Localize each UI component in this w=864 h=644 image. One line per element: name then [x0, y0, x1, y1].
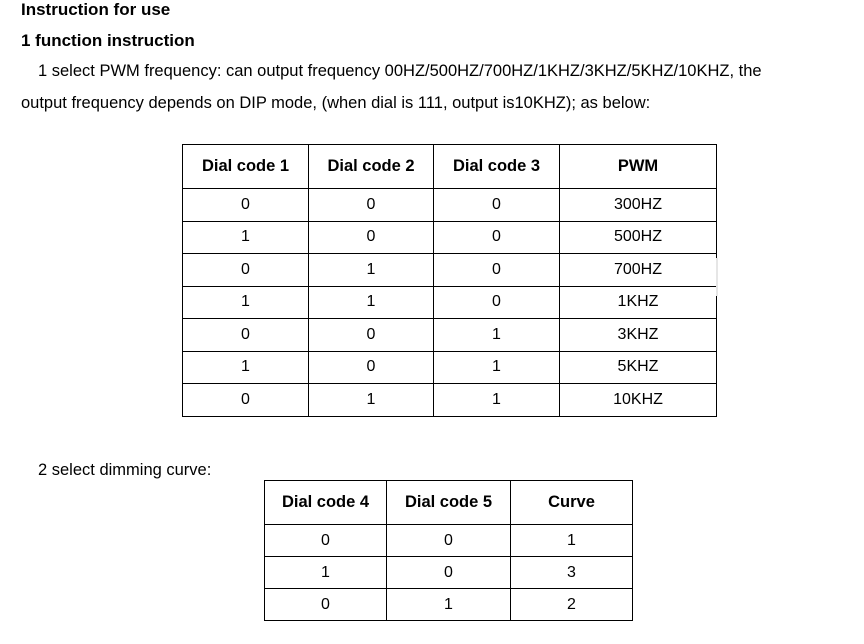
column-header: Dial code 2 [309, 145, 434, 189]
table-cell: 1 [183, 221, 309, 254]
table-cell: 1 [309, 384, 434, 417]
table-cell: 500HZ [560, 221, 717, 254]
table-row [183, 351, 717, 384]
table-cell: 0 [434, 286, 560, 319]
table-cell: 1 [434, 384, 560, 417]
section-2-title: 2 select dimming curve: [38, 461, 212, 479]
page-heading: Instruction for use [21, 0, 171, 19]
section-1-text-line-1: 1 select PWM frequency: can output frequency 00HZ/500HZ/700HZ/1KHZ/3KHZ/5KHZ/10KHZ, the [38, 62, 762, 80]
table-cell: 0 [183, 189, 309, 222]
pwm-frequency-table [182, 144, 717, 417]
table-row [183, 384, 717, 417]
table-cell: 700HZ [560, 254, 717, 287]
table-cell: 0 [309, 319, 434, 352]
column-header: Dial code 5 [387, 481, 511, 525]
table-cell: 0 [434, 221, 560, 254]
table-cell: 0 [183, 319, 309, 352]
table-cell: 0 [183, 254, 309, 287]
table-cell: 1 [309, 254, 434, 287]
table-cell: 1 [183, 351, 309, 384]
table-header-row [265, 481, 633, 525]
column-header: Dial code 1 [183, 145, 309, 189]
table-cell: 3 [511, 557, 633, 589]
table-cell: 0 [183, 384, 309, 417]
table-row [183, 286, 717, 319]
column-header: Curve [511, 481, 633, 525]
table-row [183, 221, 717, 254]
scan-artifact-line [716, 258, 718, 296]
table-cell: 1 [434, 351, 560, 384]
table-header-row [183, 145, 717, 189]
table-row [265, 589, 633, 621]
table-cell: 2 [511, 589, 633, 621]
table-cell: 1 [265, 557, 387, 589]
table-cell: 1 [387, 589, 511, 621]
table-cell: 3KHZ [560, 319, 717, 352]
section-1-text-line-2: output frequency depends on DIP mode, (when dial is 111, output is10KHZ); as below: [21, 94, 651, 112]
table-cell: 0 [309, 221, 434, 254]
table-cell: 0 [265, 589, 387, 621]
column-header: Dial code 4 [265, 481, 387, 525]
table-cell: 0 [265, 525, 387, 557]
table-cell: 0 [434, 254, 560, 287]
column-header: PWM [560, 145, 717, 189]
table-row [265, 525, 633, 557]
dimming-curve-table [264, 480, 633, 621]
column-header: Dial code 3 [434, 145, 560, 189]
table-cell: 0 [387, 557, 511, 589]
table-cell: 300HZ [560, 189, 717, 222]
table-cell: 0 [309, 351, 434, 384]
table-cell: 1 [183, 286, 309, 319]
table-cell: 1KHZ [560, 286, 717, 319]
table-cell: 1 [511, 525, 633, 557]
table-cell: 0 [387, 525, 511, 557]
section-1-title: 1 function instruction [21, 31, 195, 50]
table-cell: 1 [434, 319, 560, 352]
table-row [265, 557, 633, 589]
table-cell: 0 [309, 189, 434, 222]
table-row [183, 319, 717, 352]
table-cell: 1 [309, 286, 434, 319]
table-row [183, 254, 717, 287]
table-cell: 0 [434, 189, 560, 222]
table-row [183, 189, 717, 222]
table-cell: 10KHZ [560, 384, 717, 417]
table-cell: 5KHZ [560, 351, 717, 384]
